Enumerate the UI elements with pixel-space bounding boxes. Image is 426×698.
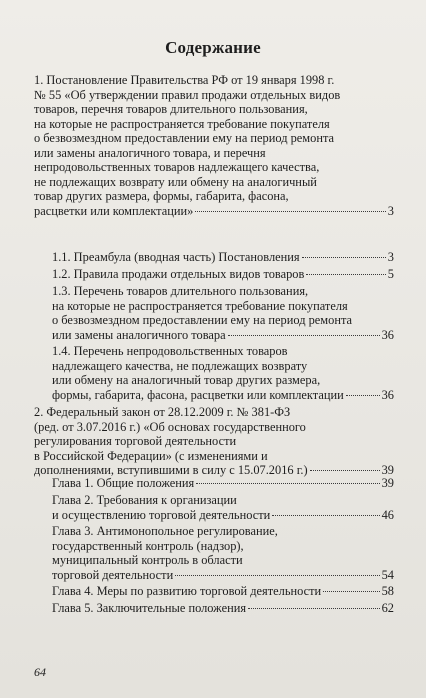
dot-leader xyxy=(346,395,380,396)
toc-entry-line: Глава 4. Меры по развитию торговой деятельности xyxy=(52,584,322,598)
page-title: Содержание xyxy=(165,38,261,57)
toc-entry-line: расцветки или комплектации» xyxy=(34,203,194,218)
toc-entry-line: Глава 1. Общие положения xyxy=(52,476,195,490)
dot-leader xyxy=(306,274,385,275)
toc-entry-last-line xyxy=(52,476,394,491)
toc-entry-last-line xyxy=(52,267,394,282)
dot-leader xyxy=(228,335,380,336)
toc-entry-last-line xyxy=(52,584,394,599)
toc-entry-last-line xyxy=(52,388,394,403)
toc-entry xyxy=(52,267,394,282)
toc-entry-line: 1.1. Преамбула (вводная часть) Постановления xyxy=(52,250,300,264)
toc-entry-line: о безвозмездном предоставлении ему на период ремонта xyxy=(52,313,353,327)
page-number: 64 xyxy=(34,665,46,679)
toc-page-number: 39 xyxy=(381,463,394,477)
toc-entry-line: или замены аналогичного товара xyxy=(52,327,226,342)
toc-entry-line: в Российской Федерации» (с изменениями и xyxy=(34,448,268,463)
toc-entry-line: товар других размера, формы, габарита, фасона, xyxy=(34,189,289,203)
toc-entry-line: муниципальный контроль в области xyxy=(52,553,243,567)
toc-entry-line: или обмену на аналогичный товар других размера, xyxy=(52,373,321,387)
toc-entry-line: 1. Постановление Правительства РФ от 19 января 1998 г. xyxy=(34,73,335,87)
toc-entry-line: регулирования торговой деятельности xyxy=(34,434,237,448)
toc-entry-line: (ред. от 3.07.2016 г.) «Об основах государственного xyxy=(34,419,306,434)
dot-leader xyxy=(175,575,379,576)
toc-entry-line: Глава 3. Антимонопольное регулирование, xyxy=(52,524,278,538)
toc-entry-last-line xyxy=(34,204,394,219)
toc-entry-line: № 55 «Об утверждении правил продажи отдельных видов xyxy=(34,87,341,102)
toc-entry xyxy=(52,584,394,599)
toc-page-number: 3 xyxy=(387,203,394,218)
toc-entry xyxy=(52,601,394,616)
toc-entry xyxy=(52,284,394,342)
toc-page-number: 36 xyxy=(381,327,394,342)
dot-leader xyxy=(248,608,380,609)
dot-leader xyxy=(302,257,386,258)
toc-entry-last-line xyxy=(52,508,394,523)
toc-page-number: 5 xyxy=(387,267,394,281)
dot-leader xyxy=(310,470,380,471)
toc-entry-last-line xyxy=(52,601,394,616)
toc-entry-last-line xyxy=(52,568,394,583)
toc-page-number: 58 xyxy=(381,584,394,598)
toc-entry-line: непродовольственных товаров надлежащего качества, xyxy=(34,160,320,174)
toc-entry-line: о безвозмездном предоставлении ему на период ремонта xyxy=(34,131,335,145)
toc-page-number: 46 xyxy=(381,507,394,522)
toc-entry-line: надлежащего качества, не подлежащих возврату xyxy=(52,358,308,373)
toc-entry-line: формы, габарита, фасона, расцветки или комплектации xyxy=(52,387,344,402)
toc-entry-line: на которые не распространяется требование покупателя xyxy=(52,298,348,313)
toc-entry xyxy=(52,250,394,265)
toc-page-number: 39 xyxy=(381,476,394,490)
toc-entry-line: Глава 5. Заключительные положения xyxy=(52,601,247,615)
toc-entry-last-line xyxy=(52,250,394,265)
toc-entry-line: не подлежащих возврату или обмену на аналогичный xyxy=(34,174,317,189)
toc-entry xyxy=(52,344,394,402)
toc-page-number: 36 xyxy=(381,387,394,402)
toc-entry-line: товаров, перечня товаров длительного пользования, xyxy=(34,102,308,116)
dot-leader xyxy=(323,591,379,592)
toc-entry xyxy=(34,405,394,478)
toc-page-number: 62 xyxy=(381,601,394,615)
toc-entry xyxy=(52,476,394,491)
toc-entry-line: дополнениями, вступившими в силу с 15.07.2016 г.) xyxy=(34,463,308,477)
toc-entry-line: 2. Федеральный закон от 28.12.2009 г. № 381-ФЗ xyxy=(34,405,291,419)
toc-entry xyxy=(52,524,394,582)
toc-entry-line: 1.2. Правила продажи отдельных видов товаров xyxy=(52,267,305,281)
toc-entry xyxy=(52,493,394,522)
toc-entry-line: или замены аналогичного товара, и перечня xyxy=(34,145,266,160)
dot-leader xyxy=(196,483,379,484)
toc-entry-line: на которые не распространяется требование покупателя xyxy=(34,116,330,131)
dot-leader xyxy=(195,211,385,212)
toc-entry-line: государственный контроль (надзор), xyxy=(52,538,244,553)
toc-entry-line: Глава 2. Требования к организации xyxy=(52,493,237,507)
toc-entry-line: и осуществлению торговой деятельности xyxy=(52,507,271,522)
toc-entry-line: 1.4. Перечень непродовольственных товаров xyxy=(52,344,288,358)
toc-entry xyxy=(34,73,394,218)
toc-page-number: 3 xyxy=(387,250,394,264)
toc-entry-last-line xyxy=(52,328,394,343)
toc-entry-line: торговой деятельности xyxy=(52,567,174,582)
dot-leader xyxy=(272,515,379,516)
toc-entry-line: 1.3. Перечень товаров длительного пользования, xyxy=(52,284,309,298)
toc-page-number: 54 xyxy=(381,567,394,582)
